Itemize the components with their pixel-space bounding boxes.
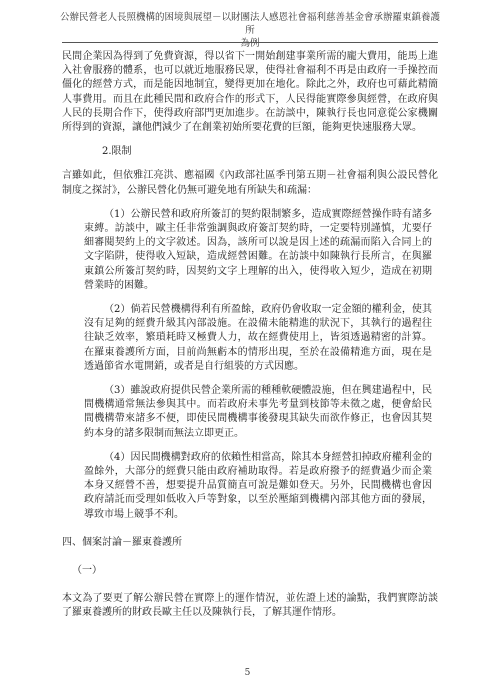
paragraph-case-intro: 本文為了要更了解公辦民營在實際上的運作情況，並佐證上述的論點，我們實際訪談了羅東養護所的財政長歐主任以及陳執行長，了解其運作情形。 [62, 592, 438, 619]
running-header [60, 11, 440, 50]
header-title-line2: 為例 [240, 38, 260, 49]
body-text [62, 50, 438, 620]
section-heading: 四、個案討論－羅東養護所 [62, 536, 182, 548]
limit-item-3: （3）雖說政府提供民營企業所需的種種軟硬體設施，但在興建過程中，民間機構通常無法參與其中。而若政府未事先考量到枝節等未徵之處，便會給民間機構帶來諸多不便，即使民間機構事後發現其缺失而欲作修正，也會因其契約本身的諸多限制而無法立即更正。 [84, 385, 432, 439]
header-divider [62, 42, 438, 43]
limit-item-4: （4）因民間機構對政府的依賴性相當高，除其本身經營扣掉政府權利金的盈餘外，大部分的經費只能由政府補助取得。若是政府撥予的經費過少而企業本身又經營不善，想要提升品質簡直可說是難如登天。另外，民間機構也會因政府請託而受理如低收入戶等對象，以至於壓縮到機構內部其他方面的發展，導致市場上競爭不利。 [84, 451, 432, 520]
page-number: 5 [244, 668, 251, 678]
subheading-limits: 2.限制 [102, 146, 132, 158]
limit-item-2: （2）倘若民營機構得利有所盈餘，政府仍會收取一定金額的權利金，使其沒有足夠的經費升級其內部設施。在設備未能精進的狀況下，其執行的過程往往缺乏效率，繁瑣耗時又極費人力，故在經費使用上，皆須透過精密的計算。在羅東養護所方面，目前尚無虧本的情形出現，至於在設備精進方面，現在是透過節省水電開銷，或者是自行組裝的方式因應。 [84, 304, 432, 372]
header-title-line1: 公辦民營老人長照機構的困境與展望－以財團法人感恩社會福利慈善基金會承辦羅東鎮養護所 [60, 12, 441, 36]
paragraph-limits-intro: 言雖如此，但依雅江亮洪、應福國《內政部社區季刊第五期－社會福利與公設民營化制度之探討》，公辦民營化仍無可避免地有所缺失和疏漏： [62, 170, 438, 196]
paragraph-intro: 民間企業因為得到了免費資源，得以省下一開始創建事業所需的龐大費用，能馬上進入社會服務的體系，也可以就近地服務民眾，使得社會福利不再是由政府一手操控而僵化的經營方式，而是能因地制宜，變得更加在地化。除此之外，政府也可藉此精簡人事費用。而且在此種民間和政府合作的形式下，人民得能實際參與經營，在政府與人民的長期合作下，使得政府部門更加進步。在訪談中，陳執行長也同意從公家機關所得到的資源，讓他們減少了在創業初始所要花費的巨額，能夠更快速服務大眾。 [62, 51, 438, 134]
section-subheading: （一） [72, 564, 102, 576]
limit-item-1: （1）公辦民營和政府所簽訂的契約限制繁多，造成實際經營操作時有諸多束縛。訪談中，歐主任非常強調與政府簽訂契約時，一定要特別謹慎，尤要仔細審閱契約上的文字敘述。因為，該所可以說是因上述的疏漏而陷入合同上的文字陷阱，使得收入短缺，造成經營困難。在訪談中如陳執行長所言，在與羅東鎮公所簽訂契約時，因契約文字上理解的出入，使得收入短少，造成在初期營業時的困難。 [84, 208, 432, 291]
